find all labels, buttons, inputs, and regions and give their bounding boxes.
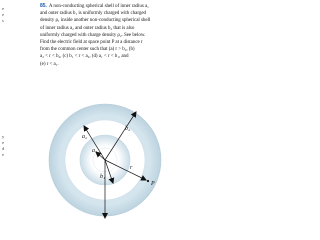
problem-line-5: uniformly charged with charge density ρ₂. See below. [40, 31, 146, 38]
label-b2: b₂ [125, 126, 131, 132]
label-p: P [151, 181, 155, 187]
problem-line-3: density ρ₁ inside another non-conducting spherical shell [40, 17, 151, 24]
problem-line-2: and outer radius b₁ is uniformly charged with charged [40, 10, 147, 17]
margin-letter: e [2, 6, 5, 11]
problem-line-7: from the common center such that (a) r > b₂, (b) [40, 46, 135, 53]
margin-letter: e [2, 152, 5, 157]
problem-number: 85. [40, 3, 47, 9]
problem-line-9: (e) r < a₁. [40, 60, 59, 67]
page-margin-text [0, 0, 10, 223]
label-r: r [130, 165, 133, 171]
problem-line-8: a₂ < r < b₂, (c) b₁ < r < a₂, (d) a₁ < r < b₁, and [40, 53, 129, 60]
label-a1: a₁ [92, 148, 98, 154]
margin-letter: e [2, 12, 5, 17]
margin-letter: e [2, 140, 5, 145]
point-p [147, 180, 149, 182]
problem-line-4: of inner radius a₂ and outer radius b₂ that is also [40, 24, 135, 31]
margin-letter: d [2, 146, 5, 151]
shells-diagram [40, 100, 190, 220]
label-b1: b₁ [100, 174, 106, 180]
label-a2: a₂ [82, 134, 88, 140]
problem-line-1-text: A non-conducting spherical shell of inner radius a₁ [48, 3, 149, 9]
margin-letter: y [2, 134, 5, 139]
problem-85-text [40, 3, 196, 68]
problem-line-6: Find the electric field at space point P at a distance r [40, 39, 143, 46]
margin-letter: s [2, 18, 4, 23]
concentric-shells-figure [40, 100, 190, 220]
